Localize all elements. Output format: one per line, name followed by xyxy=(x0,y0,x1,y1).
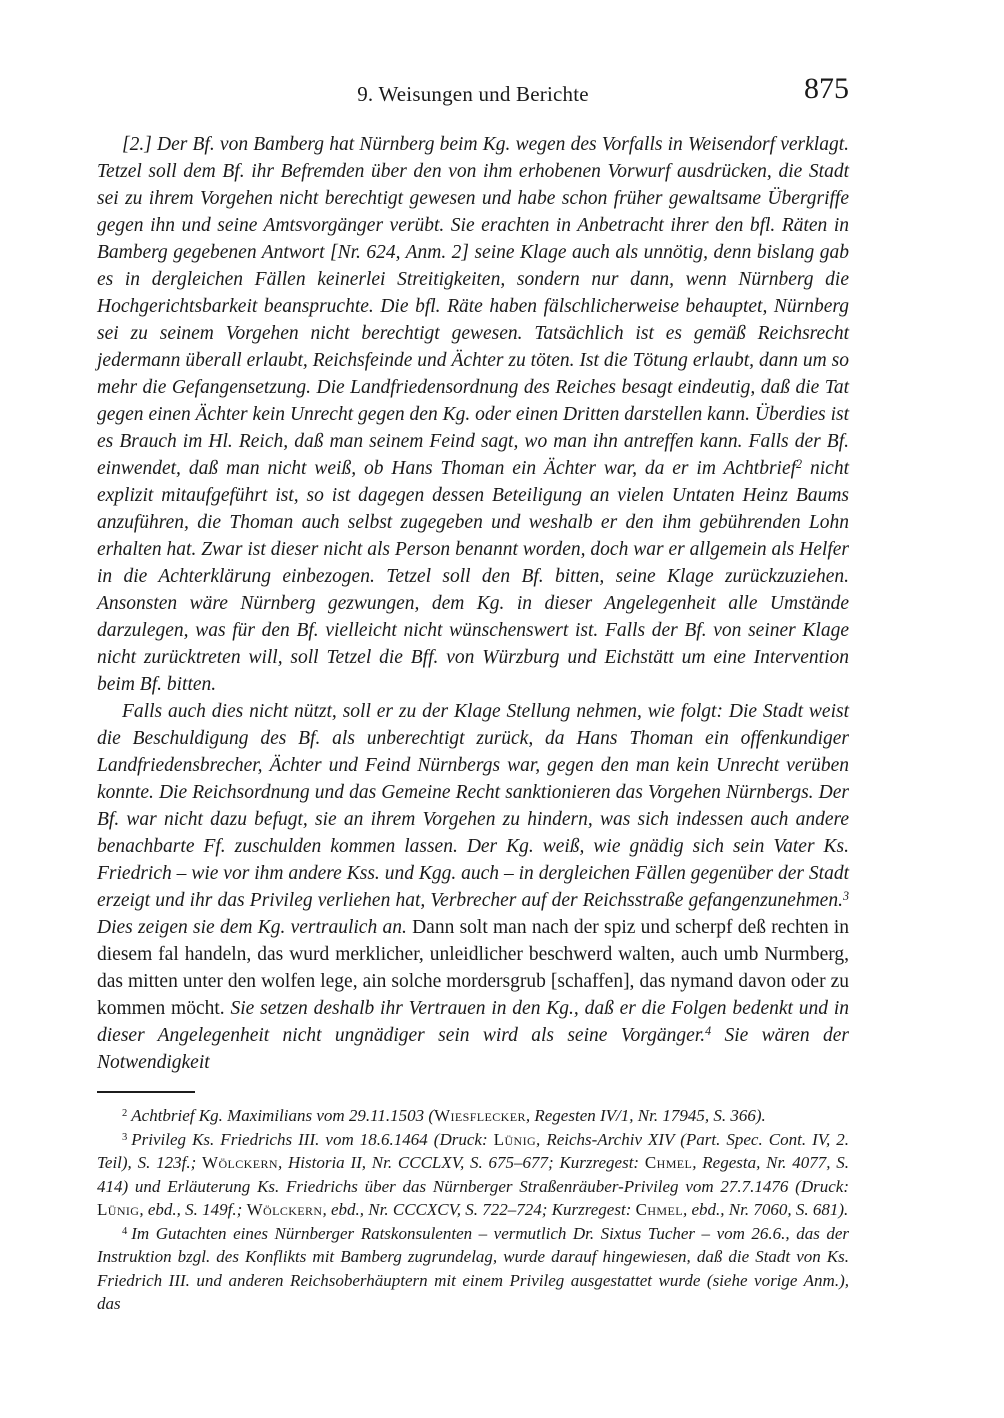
text-run: Dies zeigen sie dem Kg. vertraulich an. xyxy=(97,917,413,938)
text-run: Privileg Ks. Friedrichs III. vom 18.6.1464 (Druck: xyxy=(131,1129,494,1149)
text-run: Lünig xyxy=(493,1129,537,1149)
text-run: Wölckern xyxy=(202,1153,278,1172)
text-run: , Regesta, Nr. 4077, S. 414) und Erläuterung Ks. Friedrichs über das Nürnberger Straßenräuber-Privileg vom 27.7.1476 (Druck: xyxy=(97,1153,849,1196)
footnote-reference: 2 xyxy=(796,456,803,471)
text-run: Falls auch dies nicht nützt, soll er zu der Klage Stellung nehmen, wie folgt: Die Stadt weist die Beschuldigung des Bf. als unberechtigt zurück, da Hans Thoman ein offenkundiger Landfriedensbrecher, Ächter und Feind Nürnbergs war, gegen den man kein Unrecht verüben konnte. Die Reichsordnung und das Gemeine Recht sanktionieren das Vorgehen Nürnbergs. Der Bf. war nicht dazu befugt, sie an ihrem Vorgehen zu hindern, was sich indessen auch andere benachbarte Ff. zuschulden kommen lassen. Der Kg. weiß, wie gnädig sich sein Vater Ks. Friedrich – wie vor ihm andere Kss. und Kgg. auch – in dergleichen Fällen gegenüber der Stadt erzeigt und ihr das Privileg verliehen hat, Verbrecher auf der Reichsstraße gefangenzunehmen. xyxy=(97,701,849,911)
text-run: , ebd., Nr. CCCXCV, S. 722–724; Kurzregest: xyxy=(322,1200,636,1219)
body-text xyxy=(97,131,849,1076)
footnote-marker: 2 xyxy=(122,1108,128,1120)
text-run: Achtbrief Kg. Maximilians vom 29.11.1503 ( xyxy=(131,1106,435,1125)
footnote-item xyxy=(97,1128,849,1222)
text-run: [2.] Der Bf. von Bamberg hat Nürnberg beim Kg. wegen des Vorfalls in Weisendorf verklagt. Tetzel soll dem Bf. ihr Befremden über den von ihm erhobenen Vorwurf ausdrücken, die Stadt sei zu ihrem Vorgehen nicht berechtigt gewesen und habe schon früher gewaltsame Übergriffe gegen ihn und seine Amtsvorgänger verübt. Sie erachten in Anbetracht ihrer den bfl. Räten in Bamberg gegebenen Antwort [Nr. 624, Anm. 2] seine Klage auch als unnötig, denn bislang gab es in dergleichen Fällen keinerlei Streitigkeiten, sondern nur dann, wenn Nürnberg die Hochgerichtsbarkeit beanspruchte. Die bfl. Räte haben fälschlicherweise behauptet, Nürnberg sei zu seinem Vorgehen nicht berechtigt gewesen. Tatsächlich ist es gemäß Reichsrecht jedermann überall erlaubt, Reichsfeinde und Ächter zu töten. Ist die Tötung erlaubt, dann um so mehr die Gefangensetzung. Die Landfriedensordnung des Reiches besagt eindeutig, daß die Tat gegen einen Ächter kein Unrecht gegen den Kg. oder einen Dritten darstellen kann. Überdies ist es Brauch im Hl. Reich, daß man seinem Feind sagt, wo man ihn antreffen kann. Falls der Bf. einwendet, daß man nicht weiß, ob Hans Thoman ein Ächter war, da er im Achtbrief xyxy=(97,134,849,479)
section-title: 9. Weisungen und Berichte xyxy=(357,82,589,106)
text-run: , Reichs-Archiv XIV (Part. Spec. Cont. IV, 2. Teil), S. 123f.; xyxy=(97,1129,849,1172)
text-run: Lünig xyxy=(97,1200,140,1219)
text-run: Chmel xyxy=(644,1153,693,1172)
text-run: Im Gutachten eines Nürnberger Ratskonsulenten – vermutlich Dr. Sixtus Tucher – vom 26.6., das der Instruktion bzgl. des Konflikts mit Bamberg zugrundelag, wurde darauf hingewiesen, daß die Stadt von Ks. Friedrich III. und anderen Reichsoberhäuptern mit einem Privileg ausgestattet wurde (siehe vorige Anm.), das xyxy=(97,1223,849,1313)
body-paragraph xyxy=(97,131,849,698)
footnote-separator-rule xyxy=(97,1091,195,1093)
running-header xyxy=(97,72,849,112)
text-run: Sie setzen deshalb ihr Vertrauen in den Kg., daß er die Folgen bedenkt und in dieser Angelegenheit nicht ungnädiger sein wird als seine Vorgänger. xyxy=(97,998,850,1046)
text-run: Chmel xyxy=(635,1200,683,1219)
footnote-marker: 3 xyxy=(122,1131,128,1143)
text-run: nicht explizit mitaufgeführt ist, so ist dagegen dessen Beteiligung an vielen Untaten Heinz Baums anzuführen, die Thoman auch selbst zugegeben und weshalb er den ihm gebührenden Lohn erhalten hat. Zwar ist dieser nicht als Person benannt worden, doch war er allgemein als Helfer in die Achterklärung einbezogen. Tetzel soll den Bf. bitten, seine Klage zurückzuziehen. Ansonsten wäre Nürnberg gezwungen, dem Kg. in dieser Angelegenheit alle Umstände darzulegen, was für den Bf. vielleicht nicht wünschenswert ist. Falls der Bf. von seiner Klage nicht zurücktreten will, soll Tetzel die Bff. von Würzburg und Eichstätt um eine Intervention beim Bf. bitten. xyxy=(97,458,849,695)
footnote-reference: 3 xyxy=(842,888,849,903)
footnote-item xyxy=(97,1222,849,1316)
text-run: Wölckern xyxy=(246,1200,323,1219)
footnote-marker: 4 xyxy=(122,1225,128,1237)
text-run: , ebd., S. 149f.; xyxy=(139,1200,247,1219)
text-column xyxy=(97,0,849,1316)
text-run: Wiesflecker xyxy=(434,1106,526,1125)
footnote-reference: 4 xyxy=(705,1023,712,1038)
text-run: , ebd., Nr. 7060, S. 681). xyxy=(682,1200,849,1219)
body-paragraph xyxy=(97,698,849,1076)
text-run: , Historia II, Nr. CCCLXV, S. 675–677; Kurzregest: xyxy=(277,1153,645,1172)
footnotes xyxy=(97,1104,849,1316)
text-run: Sie wären der Notwendigkeit xyxy=(97,1025,849,1073)
text-run: Dann solt man nach der spiz und scherpf deß rechten in diesem fal handeln, das wurd merklicher, unleidlicher beschwerd walten, auch umb Nurmberg, das mitten unter den wolfen lege, ain solche mordersgrub [schaffen], das nymand davon oder zu kommen möcht. xyxy=(97,917,849,1019)
text-run: , Regesten IV/1, Nr. 17945, S. 366). xyxy=(525,1106,766,1125)
footnote-item xyxy=(97,1104,849,1128)
page-number: 875 xyxy=(804,72,849,105)
